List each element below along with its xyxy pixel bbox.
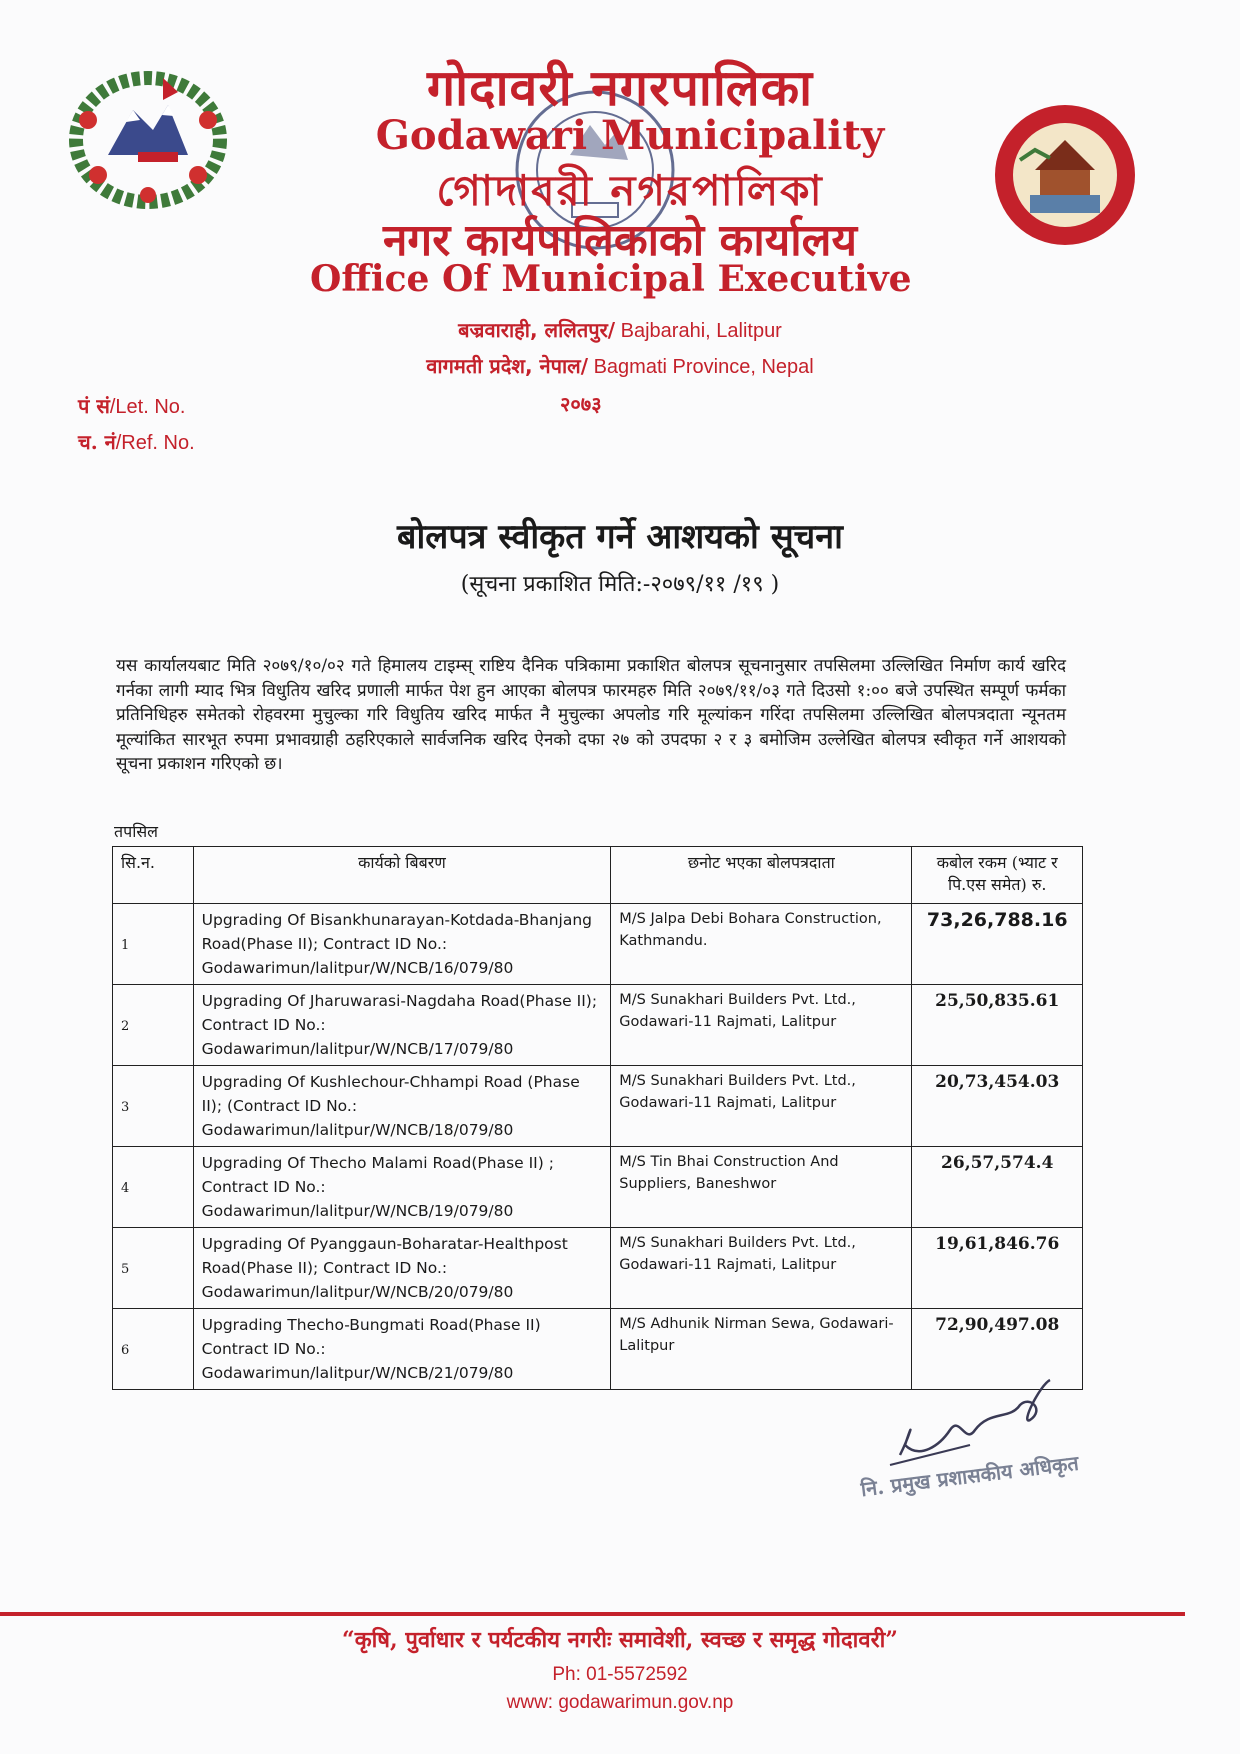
table-row bbox=[113, 1066, 1083, 1147]
nepal-emblem-icon bbox=[68, 70, 228, 214]
signatory-designation: नि. प्रमुख प्रशासकीय अधिकृत bbox=[859, 1450, 1080, 1502]
schedule-label: तपसिल bbox=[114, 822, 159, 841]
footer-slogan: “कृषि, पुर्वाधार र पर्यटकीय नगरीः समावेशी, स्वच्छ र समृद्ध गोदावरी” bbox=[342, 1627, 898, 1653]
letter-number-english: /Let. No. bbox=[109, 396, 186, 418]
header-description: कार्यको बिबरण bbox=[193, 847, 611, 904]
footer-website: www: godawarimun.gov.np bbox=[506, 1692, 734, 1713]
notice-title: बोलपत्र स्वीकृत गर्ने आशयको सूचना bbox=[397, 517, 843, 557]
row-bidder: M/S Sunakhari Builders Pvt. Ltd., Godawari-11 Rajmati, Lalitpur bbox=[611, 985, 912, 1066]
row-serial: 3 bbox=[113, 1066, 194, 1147]
row-amount: 26,57,574.4 bbox=[912, 1147, 1083, 1228]
row-bidder: M/S Jalpa Debi Bohara Construction, Kathmandu. bbox=[611, 904, 912, 985]
notice-body: यस कार्यालयबाट मिति २०७९/१०/०२ गते हिमालय टाइम्स् राष्टिय दैनिक पत्रिकामा प्रकाशित बोलपत्र सूचनानुसार तपसिलमा उल्लिखित निर्माण कार्य खरिद गर्नका लागी म्याद भित्र विधुतिय खरिद प्रणाली मार्फत पेश हुन आएका बोलपत्र फारमहरु मिति २०७९/११/०३ गते दिउसो १:०० बजे उपस्थित सम्पूर्ण फर्मका प्रतिनिधिहरु समेतको रोहवरमा मुचुल्का गरि विधुतिय खरिद मार्फत नै मुचुल्का अपलोड गरि मूल्यांकन गरिंदा तपसिलमा उल्लिखित बोलपत्रदाता न्यूनतम मूल्यांकित सारभूत रुपमा प्रभावग्राही ठहरिएकाले सार्वजनिक खरिद ऐनको दफा २७ को उपदफा २ र ३ बमोजिम उल्लेखित बोलपत्र स्वीकृत गर्ने आशयको सूचना प्रकाशन गरिएको छ। bbox=[116, 656, 1066, 774]
letter-number-nepali: पं सं bbox=[78, 394, 110, 418]
row-description: Upgrading Of Thecho Malami Road(Phase II) ; Contract ID No.: Godawarimun/lalitpur/W/NCB/19/079/80 bbox=[193, 1147, 611, 1228]
row-amount: 19,61,846.76 bbox=[912, 1228, 1083, 1309]
row-bidder: M/S Sunakhari Builders Pvt. Ltd., Godawari-11 Rajmati, Lalitpur bbox=[611, 1066, 912, 1147]
row-amount: 20,73,454.03 bbox=[912, 1066, 1083, 1147]
reference-number-nepali: च. नं bbox=[78, 430, 116, 454]
table-row bbox=[113, 1147, 1083, 1228]
row-amount: 72,90,497.08 bbox=[912, 1309, 1083, 1390]
municipality-name-newa: গোদাবরী নগরপালিকা bbox=[436, 166, 824, 215]
address-line-2-english: Bagmati Province, Nepal bbox=[588, 356, 814, 378]
footer-phone: Ph: 01-5572592 bbox=[552, 1664, 688, 1685]
row-description: Upgrading Of Pyanggaun-Boharatar-Healthpost Road(Phase II); Contract ID No.: Godawarimun/lalitpur/W/NCB/20/079/80 bbox=[193, 1228, 611, 1309]
reference-number-label bbox=[78, 428, 195, 455]
row-bidder: M/S Sunakhari Builders Pvt. Ltd., Godawari-11 Rajmati, Lalitpur bbox=[611, 1228, 912, 1309]
row-bidder: M/S Tin Bhai Construction And Suppliers, Baneshwor bbox=[611, 1147, 912, 1228]
header-serial: सि.न. bbox=[113, 847, 194, 904]
office-name-english: Office Of Municipal Executive bbox=[310, 258, 912, 300]
footer-divider bbox=[0, 1612, 1185, 1616]
row-bidder: M/S Adhunik Nirman Sewa, Godawari-Lalitpur bbox=[611, 1309, 912, 1390]
row-serial: 4 bbox=[113, 1147, 194, 1228]
table-row bbox=[113, 1228, 1083, 1309]
address-line-2-nepali: वागमती प्रदेश, नेपाल/ bbox=[426, 354, 589, 378]
municipality-name-english: Godawari Municipality bbox=[375, 112, 885, 159]
row-serial: 6 bbox=[113, 1309, 194, 1390]
established-year: २०७३ bbox=[560, 392, 602, 416]
row-serial: 2 bbox=[113, 985, 194, 1066]
header-amount: कबोल रकम (भ्याट र पि.एस समेत) रु. bbox=[912, 847, 1083, 904]
office-name-nepali: नगर कार्यपालिकाको कार्यालय bbox=[383, 215, 857, 266]
table-header-row bbox=[113, 847, 1083, 904]
municipality-logo-icon bbox=[990, 100, 1140, 254]
row-description: Upgrading Of Bisankhunarayan-Kotdada-Bhanjang Road(Phase II); Contract ID No.: Godawarimun/lalitpur/W/NCB/16/079/80 bbox=[193, 904, 611, 985]
address-line-2 bbox=[370, 352, 870, 379]
row-serial: 1 bbox=[113, 904, 194, 985]
letter-number-label bbox=[78, 392, 185, 419]
notice-published-date: (सूचना प्रकाशित मिति:-२०७९/११ /१९ ) bbox=[460, 572, 780, 597]
row-amount: 25,50,835.61 bbox=[912, 985, 1083, 1066]
row-description: Upgrading Of Kushlechour-Chhampi Road (Phase II); (Contract ID No.: Godawarimun/lalitpur/W/NCB/18/079/80 bbox=[193, 1066, 611, 1147]
municipality-name-nepali: गोदावरी नगरपालिका bbox=[426, 58, 814, 117]
table-row bbox=[113, 985, 1083, 1066]
row-serial: 5 bbox=[113, 1228, 194, 1309]
row-description: Upgrading Of Jharuwarasi-Nagdaha Road(Phase II); Contract ID No.: Godawarimun/lalitpur/W/NCB/17/079/80 bbox=[193, 985, 611, 1066]
address-line-1-english: Bajbarahi, Lalitpur bbox=[615, 320, 782, 342]
table-row bbox=[113, 904, 1083, 985]
header-bidder: छनोट भएका बोलपत्रदाता bbox=[611, 847, 912, 904]
row-amount: 73,26,788.16 bbox=[912, 904, 1083, 985]
reference-number-english: /Ref. No. bbox=[115, 432, 195, 454]
address-line-1-nepali: बज्रवाराही, ललितपुर/ bbox=[458, 318, 616, 342]
row-description: Upgrading Thecho-Bungmati Road(Phase II) Contract ID No.: Godawarimun/lalitpur/W/NCB/21/079/80 bbox=[193, 1309, 611, 1390]
bid-table bbox=[112, 846, 1083, 1390]
address-line-1 bbox=[400, 316, 840, 343]
